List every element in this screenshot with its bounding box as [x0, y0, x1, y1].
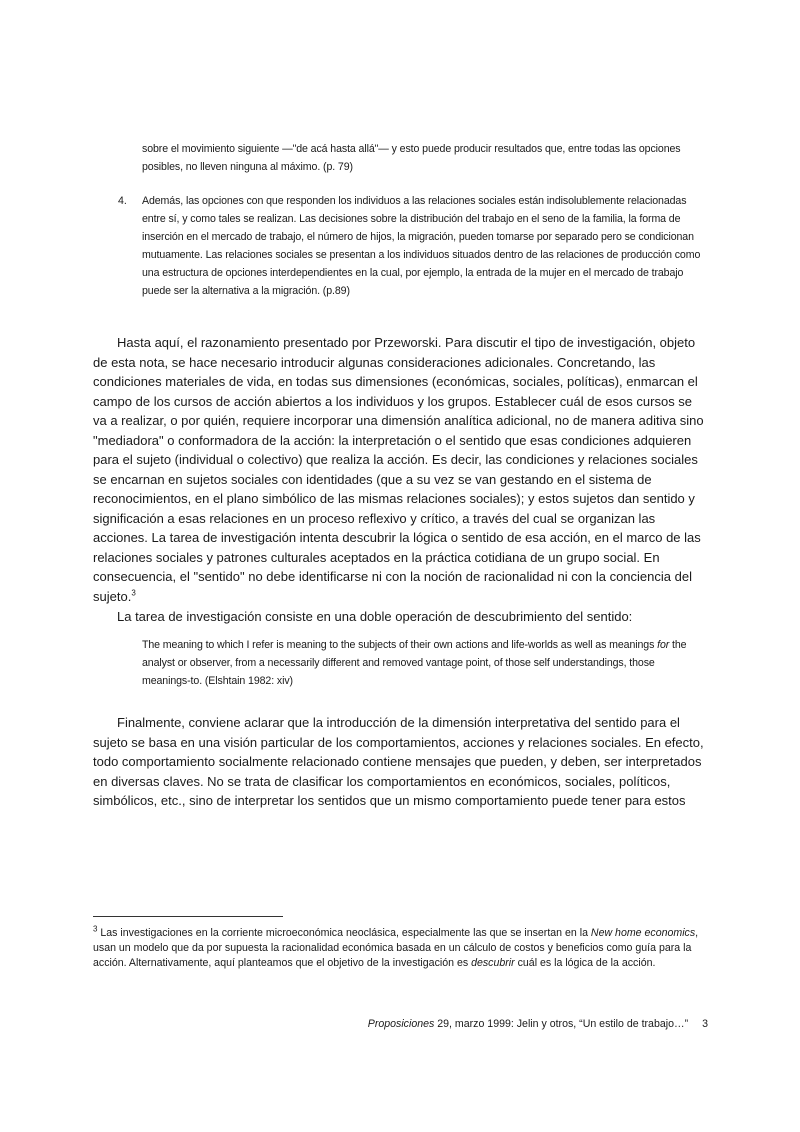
footnote: [93, 926, 713, 971]
numbered-quote-item: [118, 192, 708, 300]
footnote-number: 3: [93, 924, 98, 934]
body-paragraph-2: [93, 607, 708, 627]
footnote-reference[interactable]: 3: [131, 588, 136, 598]
block-quote-continuation: [142, 140, 702, 176]
body-paragraph-1: [93, 333, 708, 606]
quote-text: sobre el movimiento siguiente —"de acá hasta allá"— y esto puede producir resultados que, entre todas las opciones posibles, no lleven ninguna al máximo. (p. 79): [142, 143, 681, 173]
footnote-italic-1: New home economics: [590, 927, 696, 939]
paragraph-text: Finalmente, conviene aclarar que la introducción de la dimensión interpretativa del sentido para el sujeto se basa en una visión particular de los comportamientos, acciones y relaciones sociales. En efecto, todo comportamiento socialmente relacionado contiene mensajes que pueden, y deben, ser interpretados en diversas claves. No se trata de clasificar los comportamientos en económicos, sociales, políticos, simbólicos, etc., sino de interpretar los sentidos que un mismo comportamiento puede tener para estos: [93, 715, 704, 808]
footnote-text-part3: cuál es la lógica de la acción.: [514, 957, 656, 969]
paragraph-text: Hasta aquí, el razonamiento presentado por Przeworski. Para discutir el tipo de investigación, objeto de esta nota, se hace necesario introducir algunas consideraciones adicionales. Concretando, las condiciones materiales de vida, en todas sus dimensiones (económicas, sociales, políticas), enmarcan el campo de los cursos de acción abiertos a los individuos y los grupos. Establecer cuál de esos cursos se va a realizar, o por quién, requiere incorporar una dimensión analítica adicional, no de manera aditiva sino "mediadora" o conformadora de la acción: la interpretación o el sentido que esas condiciones adquieren para el sujeto (individual o colectivo) que realiza la acción. Es decir, las condiciones y relaciones sociales se encarnan en sujetos sociales con identidades (que a su vez se van gestando en el sistema de reconocimientos, en el plano simbólico de las mismas relaciones sociales); y estos sujetos dan sentido y significación a esas relaciones en un proceso reflexivo y crítico, a través del cual se organizan las acciones. La tarea de investigación intenta descubrir la lógica o sentido de esa acción, en el marco de las relaciones sociales y patrones culturales aceptados en la práctica cotidiana de un grupo social. En consecuencia, el "sentido" no debe identificarse ni con la noción de racionalidad ni con la conciencia del sujeto.: [93, 335, 704, 604]
footer-citation: 29, marzo 1999: Jelin y otros, “Un estilo de trabajo…”: [434, 1018, 689, 1030]
quote-text-part1: The meaning to which I refer is meaning to the subjects of their own actions and life-worlds as well as meanings: [142, 639, 658, 651]
journal-name: Proposiciones: [367, 1018, 435, 1030]
footnote-italic-2: descubrir: [471, 957, 515, 969]
quote-text-part2: the analyst or observer, from a necessarily different and removed vantage point, of those self understandings, those meanings-to. (Elshtain 1982: xiv): [142, 639, 687, 687]
body-paragraph-3: [93, 713, 708, 811]
footnote-text-part2: , usan un modelo que da por supuesta la racionalidad económica basada en un cálculo de costos y beneficios como guía para la acción. Alternativamente, aquí planteamos que el objetivo de la investigación es: [93, 927, 699, 969]
page-footer: [368, 1017, 708, 1031]
paragraph-text: La tarea de investigación consiste en una doble operación de descubrimiento del sentido:: [117, 609, 633, 624]
quote-italic: for: [657, 639, 670, 651]
footnote-text-part1: Las investigaciones en la corriente microeconómica neoclásica, especialmente las que se insertan en la: [97, 927, 591, 939]
english-block-quote: [142, 636, 702, 690]
item-number: 4.: [118, 195, 127, 207]
item-text: Además, las opciones con que responden los individuos a las relaciones sociales están indisolublemente relacionadas entre sí, y como tales se realizan. Las decisiones sobre la distribución del trabajo en el seno de la familia, la forma de inserción en el mercado de trabajo, el número de hijos, la migración, pueden tomarse por separado pero se condicionan mutuamente. Las relaciones sociales se presentan a los individuos situados dentro de las relaciones de producción como una estructura de opciones interdependientes en la cual, por ejemplo, la entrada de la mujer en el mercado de trabajo puede ser la alternativa a la migración. (p.89): [142, 195, 701, 297]
footnote-separator: [93, 916, 283, 917]
page-number: 3: [702, 1018, 708, 1030]
